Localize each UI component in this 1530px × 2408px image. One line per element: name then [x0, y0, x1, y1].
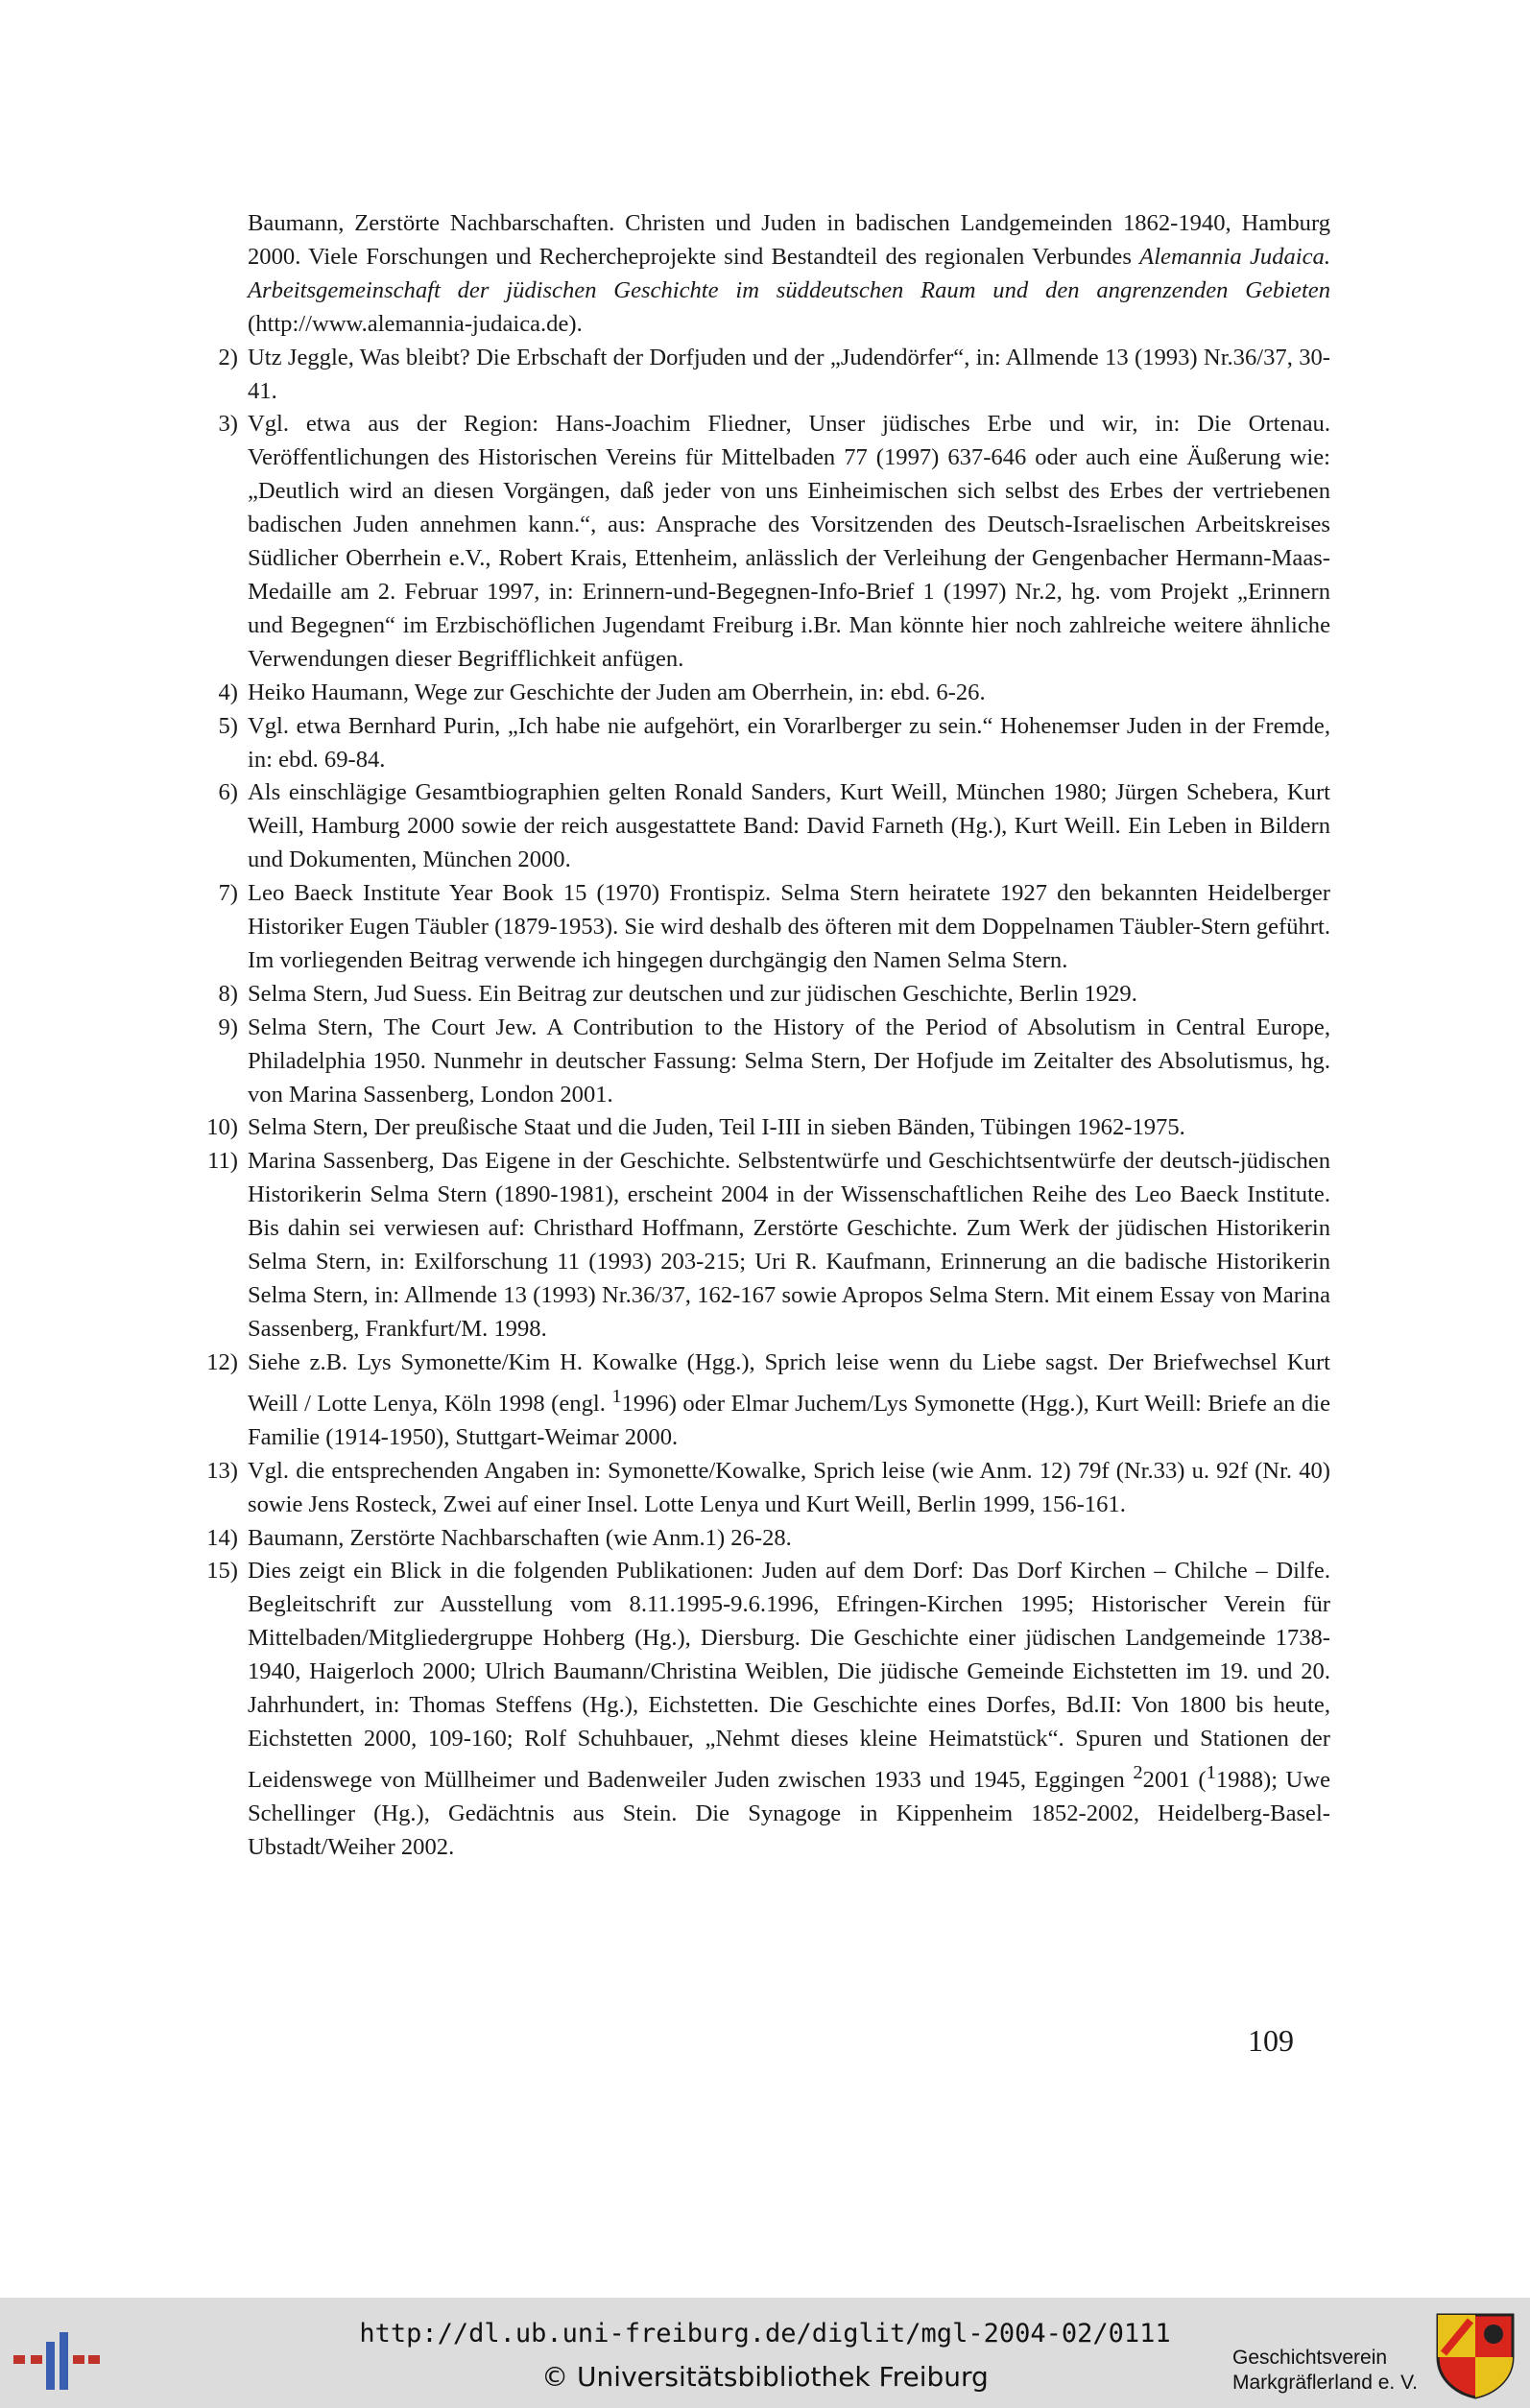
footnote: [188, 710, 1330, 777]
footnote-text: Vgl. die entsprechenden Angaben in: Symonette/Kowalke, Sprich leise (wie Anm. 12) 79f (Nr.33) u. 92f (Nr. 40) sowie Jens Rosteck, Zwei auf einer Insel. Lotte Lenya und Kurt Weill, Berlin 1999, 156-161.: [248, 1457, 1330, 1517]
footnote: [188, 1347, 1330, 1455]
footnote-number: 12): [206, 1348, 238, 1375]
footnote-text: Baumann, Zerstörte Nachbarschaften. Christen und Juden in badischen Landgemeinden 1862-1940, Hamburg 2000. Viele Forschungen und Rechercheprojekte sind Bestandteil des regionalen Verbundes Alemannia Judaica. Arbeitsgemeinschaft der jüdischen Geschichte im süddeutschen Raum und den angrenzenden Gebieten (http://www.alemannia-judaica.de).: [248, 210, 1330, 337]
footnote: [188, 1555, 1330, 1864]
footnote-number: 6): [218, 779, 238, 806]
footer-bar: [0, 2298, 1530, 2408]
footnote-number: 11): [207, 1148, 238, 1175]
footnote-number: 15): [206, 1558, 238, 1585]
footnote-text: Marina Sassenberg, Das Eigene in der Geschichte. Selbstentwürfe und Geschichtsentwürfe der deutsch-jüdischen Historikerin Selma Stern (1890-1981), erscheint 2004 in der Wissenschaftlichen Reihe des Leo Baeck Institute. Bis dahin sei verwiesen auf: Christhard Hoffmann, Zerstörte Geschichte. Zum Werk der jüdischen Historikerin Selma Stern, in: Exilforschung 11 (1993) 203-215; Uri R. Kaufmann, Erinnerung an die badische Historikerin Selma Stern, in: Allmende 13 (1993) Nr.36/37, 162-167 sowie Apropos Selma Stern. Mit einem Essay von Marina Sassenberg, Frankfurt/M. 1998.: [248, 1148, 1330, 1342]
footnote-number: 5): [218, 712, 238, 739]
footnote: [188, 1111, 1330, 1145]
footnote-text: Vgl. etwa Bernhard Purin, „Ich habe nie aufgehört, ein Vorarlberger zu sein.“ Hohenemser Juden in der Fremde, in: ebd. 69-84.: [248, 712, 1330, 773]
footnote-number: 2): [218, 344, 238, 370]
footnote-number: 8): [218, 980, 238, 1007]
footnote: [188, 1145, 1330, 1346]
footnote-number: [188, 207, 248, 342]
footnote: [188, 1012, 1330, 1112]
footnote: [188, 978, 1330, 1012]
footnote: [188, 408, 1330, 676]
footnote: [188, 877, 1330, 978]
footnote-text: Selma Stern, The Court Jew. A Contribution to the History of the Period of Absolutism in Central Europe, Philadelphia 1950. Nunmehr in deutscher Fassung: Selma Stern, Der Hofjude im Zeitalter des Absolutismus, hg. von Marina Sassenberg, London 2001.: [248, 1013, 1330, 1108]
footnote-number: 3): [218, 411, 238, 438]
footnote-number: 13): [206, 1457, 238, 1484]
footnote-text: Vgl. etwa aus der Region: Hans-Joachim Fliedner, Unser jüdisches Erbe und wir, in: Die Ortenau. Veröffentlichungen des Historischen Vereins für Mittelbaden 77 (1997) 637-646 oder auch eine Äußerung wie: „Deutlich wird an diesen Vorgängen, daß jeder von uns Einheimischen sich selbst des Erbes der vertriebenen badischen Juden annehmen kann.“, aus: Ansprache des Vorsitzenden des Deutsch-Israelischen Arbeitskreises Südlicher Oberrhein e.V., Robert Krais, Ettenheim, anlässlich der Verleihung der Gengenbacher Hermann-Maas-Medaille am 2. Februar 1997, in: Erinnern-und-Begegnen-Info-Brief 1 (1997) Nr.2, hg. vom Projekt „Erinnern und Begegnen“ im Erzbischöflichen Jugendamt Freiburg i.Br. Man könnte hier noch zahlreiche weitere ähnliche Verwendungen dieser Begrifflichkeit anfügen.: [248, 411, 1330, 672]
footnote-number: 10): [206, 1114, 238, 1141]
footnote-text: Heiko Haumann, Wege zur Geschichte der Juden am Oberrhein, in: ebd. 6-26.: [248, 679, 986, 705]
footnote-text: Selma Stern, Der preußische Staat und die Juden, Teil I-III in sieben Bänden, Tübingen 1962-1975.: [248, 1114, 1185, 1141]
footnote-text: Leo Baeck Institute Year Book 15 (1970) Frontispiz. Selma Stern heiratete 1927 den bekannten Heidelberger Historiker Eugen Täubler (1879-1953). Sie wird deshalb des öfteren mit dem Doppelnamen Täubler-Stern geführt. Im vorliegenden Beitrag verwende ich hingegen durchgängig den Namen Selma Stern.: [248, 880, 1330, 973]
footnotes: [188, 207, 1330, 1865]
footnote-text: Utz Jeggle, Was bleibt? Die Erbschaft der Dorfjuden und der „Judendörfer“, in: Allmende 13 (1993) Nr.36/37, 30-41.: [248, 344, 1330, 404]
footnote: [188, 207, 1330, 342]
footnote: [188, 1522, 1330, 1556]
footnote-text: Baumann, Zerstörte Nachbarschaften (wie Anm.1) 26-28.: [248, 1524, 792, 1551]
footnote-text: Selma Stern, Jud Suess. Ein Beitrag zur deutschen und zur jüdischen Geschichte, Berlin 1929.: [248, 980, 1137, 1007]
publisher-name-line1: Geschichtsverein: [1232, 2347, 1388, 2369]
copyright-text: © Universitätsbibliothek Freiburg: [541, 2361, 989, 2393]
coat-of-arms-icon[interactable]: [1434, 2311, 1517, 2399]
footnote: [188, 1455, 1330, 1522]
footnote: [188, 342, 1330, 409]
footnote-number: 7): [218, 880, 238, 907]
footnote-number: 9): [218, 1013, 238, 1040]
footnote-text: Als einschlägige Gesamtbiographien gelten Ronald Sanders, Kurt Weill, München 1980; Jürgen Schebera, Kurt Weill, Hamburg 2000 sowie der reich ausgestattete Band: David Farneth (Hg.), Kurt Weill. Ein Leben in Bildern und Dokumenten, München 2000.: [248, 779, 1330, 873]
publisher-name: [1232, 2346, 1418, 2396]
footnote-text: Siehe z.B. Lys Symonette/Kim H. Kowalke (Hgg.), Sprich leise wenn du Liebe sagst. Der Briefwechsel Kurt Weill / Lotte Lenya, Köln 1998 (engl. $^1$1996) oder Elmar Juchem/Lys Symonette (Hgg.), Kurt Weill: Briefe an die Familie (1914-1950), Stuttgart-Weimar 2000.: [248, 1348, 1330, 1450]
footnote: [188, 677, 1330, 710]
footnote-number: 4): [218, 679, 238, 705]
document-url-link[interactable]: http://dl.ub.uni-freiburg.de/diglit/mgl-2004-02/0111: [359, 2319, 1171, 2348]
footnote-text: Dies zeigt ein Blick in die folgenden Publikationen: Juden auf dem Dorf: Das Dorf Kirchen – Chilche – Dilfe. Begleitschrift zur Ausstellung vom 8.11.1995-9.6.1996, Efringen-Kirchen 1995; Historischer Verein für Mittelbaden/Mitgliedergruppe Hohberg (Hg.), Diersburg. Die Geschichte einer jüdischen Landgemeinde 1738-1940, Haigerloch 2000; Ulrich Baumann/Christina Weiblen, Die jüdische Gemeinde Eichstetten im 19. und 20. Jahrhundert, in: Thomas Steffens (Hg.), Eichstetten. Die Geschichte eines Dorfes, Bd.II: Von 1800 bis heute, Eichstetten 2000, 109-160; Rolf Schuhbauer, „Nehmt dieses kleine Heimatstück“. Spuren und Stationen der Leidenswege von Müllheimer und Badenweiler Juden zwischen 1933 und 1945, Eggingen $^2$2001 ($^1$1988); Uwe Schellinger (Hg.), Gedächtnis aus Stein. Die Synagoge in Kippenheim 1852-2002, Heidelberg-Basel-Ubstadt/Weiher 2002.: [248, 1558, 1330, 1860]
footnote-number: 14): [206, 1524, 238, 1551]
publisher-name-line2: Markgräflerland e. V.: [1232, 2372, 1418, 2394]
page-number: 109: [1248, 2023, 1294, 2058]
footnote: [188, 776, 1330, 877]
